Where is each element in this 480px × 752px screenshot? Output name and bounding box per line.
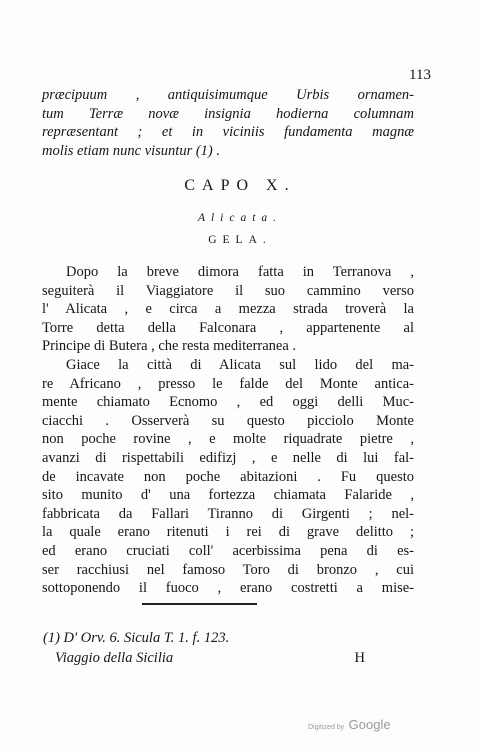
text-line: fabbricata da Fallari Tiranno di Girgenti ; nel- <box>42 505 414 522</box>
signature-mark: H <box>354 650 365 666</box>
text-line: ed erano cruciati coll' acerbissima pena di es- <box>42 542 414 559</box>
text-line: re Africano , presso le falde del Monte antica- <box>42 375 414 392</box>
text-line: ser racchiusi nel famoso Toro di bronzo , cui <box>42 561 414 578</box>
footnote: (1) D' Orv. 6. Sicula T. 1. f. 123. <box>43 630 230 646</box>
text-line: avanzi di rispettabili edifizj , e nelle di lui fal- <box>42 449 414 466</box>
text-line: Principe di Butera , che resta mediterranea . <box>42 338 297 355</box>
text-line: la quale erano ritenuti i rei di grave delitto ; <box>42 524 414 541</box>
text-line: l' Alicata , e circa a mezza strada troverà la <box>42 301 414 318</box>
body-text <box>42 263 414 598</box>
text-line: seguiterà il Viaggiatore il suo cammino verso <box>42 282 414 299</box>
watermark-prefix: Digitized by <box>308 724 345 731</box>
text-line: Giace la città di Alicata sul lido del ma- <box>66 356 414 373</box>
text-line: sito munito d' una fortezza chiamata Falaride , <box>42 487 414 504</box>
paragraph-1 <box>42 263 414 356</box>
text-line: non poche rovine , e molte riquadrate pietre , <box>42 431 414 448</box>
intro-paragraph <box>42 86 414 160</box>
digitization-watermark <box>308 716 391 734</box>
text-line: ciacchi . Osserverà su questo picciolo Monte <box>42 412 414 429</box>
text-line: molis etiam nunc visuntur (1) . <box>42 142 221 159</box>
watermark-brand: Google <box>348 717 391 732</box>
chapter-title: CAPO X. <box>184 177 296 194</box>
text-line: de incavate non poche abitazioni . Fu questo <box>42 468 414 485</box>
text-line: repræsentant ; et in viciniis fundamenta magnæ <box>42 124 414 140</box>
running-footer-title: Viaggio della Sicilia <box>55 650 174 666</box>
text-line: tum Terræ novæ insignia hodierna columnam <box>42 105 414 122</box>
text-line: præcipuum , antiquisimumque Urbis ornamen- <box>42 87 414 103</box>
text-line: sottoponendo il fuoco , erano costretti a mise- <box>42 580 414 597</box>
chapter-subtitle-place: Alicata. <box>197 212 283 224</box>
page-number: 113 <box>409 67 431 83</box>
paragraph-2 <box>42 356 414 598</box>
chapter-subtitle-ancient-name: GELA. <box>208 234 272 246</box>
text-line: Torre detta della Falconara , appartenente al <box>42 319 414 336</box>
text-line: Dopo la breve dimora fatta in Terranova , <box>66 264 414 280</box>
page-footer <box>55 650 365 667</box>
text-line: mente chiamato Ecnomo , ed oggi delli Muc- <box>42 394 414 411</box>
footnote-divider <box>142 603 257 605</box>
